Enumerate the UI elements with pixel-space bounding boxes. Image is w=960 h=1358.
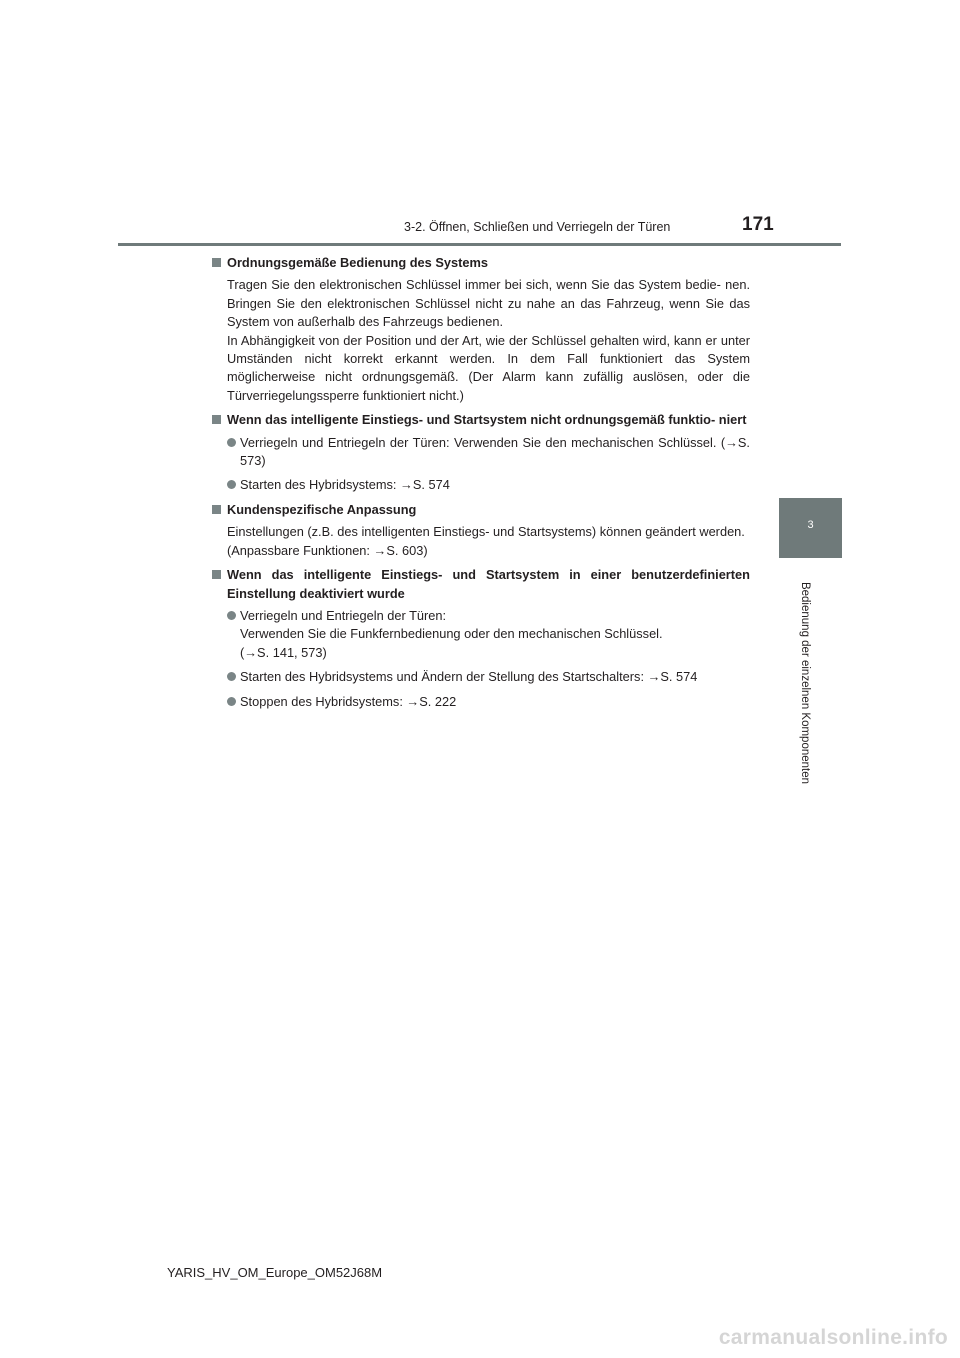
list-item-text: Verriegeln und Entriegeln der Türen: Verwenden Sie die Funkfernbedienung oder den mechanischen Schlüssel. (→S. 141, 573) <box>240 607 663 660</box>
circle-bullet-icon <box>227 672 236 681</box>
list-item-text: Starten des Hybridsystems und Ändern der Stellung des Startschalters: →S. 574 <box>240 669 698 685</box>
list-item-text: Starten des Hybridsystems: →S. 574 <box>240 477 450 493</box>
section-heading: Wenn das intelligente Einstiegs- und Startsystem in einer benutzerdefinierten Einstellung deaktiviert wurde <box>227 567 750 601</box>
list-item <box>227 434 750 471</box>
watermark: carmanualsonline.info <box>718 1326 948 1349</box>
circle-bullet-icon <box>227 438 236 447</box>
page-number: 171 <box>742 214 774 235</box>
section-heading: Ordnungsgemäße Bedienung des Systems <box>227 255 488 270</box>
section-paragraph: Einstellungen (z.B. des intelligenten Einstiegs- und Startsystems) können geändert werden. (Anpassbare Funktionen: →S. 603) <box>227 524 745 558</box>
list-item-text: Stoppen des Hybridsystems: →S. 222 <box>240 693 457 709</box>
list-item <box>227 668 750 686</box>
circle-bullet-icon <box>227 611 236 620</box>
document-id: YARIS_HV_OM_Europe_OM52J68M <box>167 1265 383 1280</box>
chapter-number: 3 <box>807 519 814 531</box>
chapter-tab[interactable] <box>779 498 842 558</box>
chapter-label <box>797 565 813 801</box>
page-content <box>210 254 750 717</box>
section-deactivated <box>210 566 750 711</box>
square-bullet-icon <box>212 415 221 424</box>
header-divider <box>118 243 841 246</box>
section-customization <box>210 501 750 560</box>
chapter-label-text: Bedienung der einzelnen Komponenten <box>799 581 811 785</box>
section-heading: Kundenspezifische Anpassung <box>227 501 417 517</box>
circle-bullet-icon <box>227 697 236 706</box>
square-bullet-icon <box>212 258 221 267</box>
section-heading: Wenn das intelligente Einstiegs- und Startsystem nicht ordnungsgemäß funktio- niert <box>227 412 747 428</box>
list-item-text: Verriegeln und Entriegeln der Türen: Verwenden Sie den mechanischen Schlüssel. (→S. 573) <box>240 434 750 469</box>
section-title: 3-2. Öffnen, Schließen und Verriegeln der Türen <box>404 220 671 234</box>
section-paragraph: Tragen Sie den elektronischen Schlüssel immer bei sich, wenn Sie das System bedie- nen. Bringen Sie den elektronischen Schlüssel nicht zu nahe an das Fahrzeug, wenn Sie das System von außerhalb des Fahrzeugs bedienen. In Abhängigkeit von der Position und der Art, wie der Schlüssel gehalten wird, kann er unter Umständen nicht korrekt erkannt werden. In dem Fall funktioniert das System möglicherweise nicht ordnungsgemäß. (Der Alarm kann zufällig auslösen, oder die Türverriegelungssperre funktioniert nicht.) <box>227 277 750 403</box>
square-bullet-icon <box>212 505 221 514</box>
section-proper-operation <box>210 254 750 405</box>
circle-bullet-icon <box>227 480 236 489</box>
list-item <box>227 607 750 662</box>
square-bullet-icon <box>212 570 221 579</box>
section-malfunction <box>210 411 750 495</box>
list-item <box>227 476 750 494</box>
list-item <box>227 693 750 711</box>
